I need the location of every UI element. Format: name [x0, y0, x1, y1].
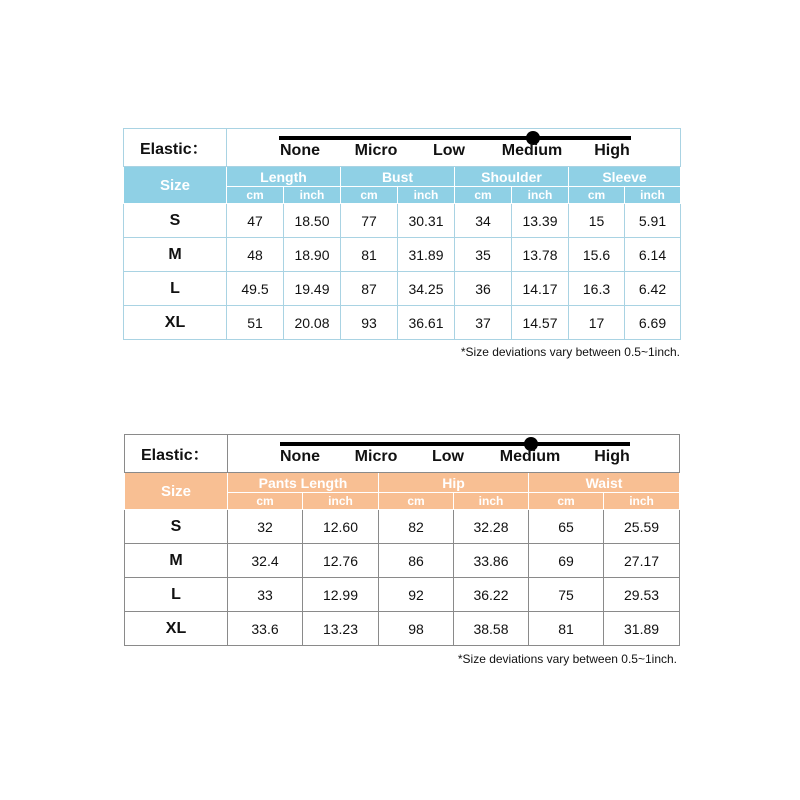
table-row [124, 204, 681, 238]
table-cell: 81 [529, 612, 604, 646]
table-cell: 92 [379, 578, 454, 612]
elasticity-scale [227, 129, 681, 167]
table-cell: 36 [455, 272, 512, 306]
table-cell: 19.49 [284, 272, 341, 306]
table-cell: 12.60 [303, 510, 379, 544]
table-cell: 33.86 [454, 544, 529, 578]
size-column-header: Size [125, 473, 228, 510]
unit-header: cm [529, 493, 604, 510]
table-cell: 82 [379, 510, 454, 544]
size-deviation-note: *Size deviations vary between 0.5~1inch. [457, 652, 677, 666]
elastic-label: Elastic： [124, 129, 227, 167]
table-cell: 69 [529, 544, 604, 578]
table-cell: 31.89 [398, 238, 455, 272]
scale-label-high: High [594, 448, 630, 465]
row-size-label: XL [125, 612, 228, 646]
size-deviation-note: *Size deviations vary between 0.5~1inch. [460, 345, 680, 359]
scale-label-none: None [280, 142, 320, 159]
table-cell: 5.91 [625, 204, 681, 238]
elasticity-scale-line [279, 136, 631, 140]
unit-header: inch [604, 493, 680, 510]
table-row [124, 306, 681, 340]
table-row [125, 612, 680, 646]
row-size-label: S [125, 510, 228, 544]
table-cell: 6.14 [625, 238, 681, 272]
unit-header: inch [284, 187, 341, 204]
elastic-label: Elastic： [125, 435, 228, 473]
scale-label-medium: Medium [499, 448, 561, 465]
table-cell: 34.25 [398, 272, 455, 306]
table-cell: 14.57 [512, 306, 569, 340]
unit-header: cm [341, 187, 398, 204]
table-cell: 13.23 [303, 612, 379, 646]
unit-header: inch [398, 187, 455, 204]
table-row [124, 238, 681, 272]
unit-header: inch [625, 187, 681, 204]
unit-header: inch [303, 493, 379, 510]
table-cell: 12.76 [303, 544, 379, 578]
group-header-bust: Bust [341, 167, 455, 187]
table-cell: 29.53 [604, 578, 680, 612]
table-cell: 13.78 [512, 238, 569, 272]
table-row [125, 510, 680, 544]
table-cell: 81 [341, 238, 398, 272]
table-row [125, 578, 680, 612]
table-cell: 47 [227, 204, 284, 238]
table-cell: 34 [455, 204, 512, 238]
table-cell: 33.6 [228, 612, 303, 646]
scale-label-micro: Micro [354, 448, 398, 465]
table-cell: 18.50 [284, 204, 341, 238]
table-row [125, 544, 680, 578]
group-header-sleeve: Sleeve [569, 167, 681, 187]
table-cell: 25.59 [604, 510, 680, 544]
unit-header: cm [569, 187, 625, 204]
table-cell: 36.61 [398, 306, 455, 340]
unit-header: cm [228, 493, 303, 510]
table-row [124, 272, 681, 306]
table-cell: 87 [341, 272, 398, 306]
table-cell: 14.17 [512, 272, 569, 306]
group-header-length: Length [227, 167, 341, 187]
table-cell: 38.58 [454, 612, 529, 646]
top-size-chart [123, 128, 681, 340]
size-column-header: Size [124, 167, 227, 204]
scale-label-high: High [594, 142, 630, 159]
row-size-label: XL [124, 306, 227, 340]
table-cell: 17 [569, 306, 625, 340]
table-cell: 75 [529, 578, 604, 612]
row-size-label: M [124, 238, 227, 272]
elasticity-scale [228, 435, 680, 473]
scale-label-low: Low [433, 142, 465, 159]
table-cell: 27.17 [604, 544, 680, 578]
unit-header: cm [379, 493, 454, 510]
scale-label-micro: Micro [354, 142, 398, 159]
pants-size-table [124, 434, 680, 646]
table-cell: 18.90 [284, 238, 341, 272]
group-header-hip: Hip [379, 473, 529, 493]
table-cell: 35 [455, 238, 512, 272]
table-cell: 65 [529, 510, 604, 544]
table-cell: 15 [569, 204, 625, 238]
table-cell: 30.31 [398, 204, 455, 238]
unit-header: cm [227, 187, 284, 204]
row-size-label: L [125, 578, 228, 612]
table-cell: 86 [379, 544, 454, 578]
unit-header: cm [455, 187, 512, 204]
table-cell: 32 [228, 510, 303, 544]
table-cell: 36.22 [454, 578, 529, 612]
scale-label-low: Low [432, 448, 464, 465]
scale-label-none: None [280, 448, 320, 465]
table-cell: 93 [341, 306, 398, 340]
table-cell: 31.89 [604, 612, 680, 646]
group-header-waist: Waist [529, 473, 680, 493]
pants-size-chart [124, 434, 680, 646]
group-header-pants-length: Pants Length [228, 473, 379, 493]
row-size-label: S [124, 204, 227, 238]
table-cell: 13.39 [512, 204, 569, 238]
table-cell: 15.6 [569, 238, 625, 272]
unit-header: inch [454, 493, 529, 510]
table-cell: 48 [227, 238, 284, 272]
table-cell: 6.42 [625, 272, 681, 306]
table-cell: 33 [228, 578, 303, 612]
table-cell: 37 [455, 306, 512, 340]
table-cell: 32.4 [228, 544, 303, 578]
row-size-label: L [124, 272, 227, 306]
unit-header: inch [512, 187, 569, 204]
table-cell: 32.28 [454, 510, 529, 544]
table-cell: 6.69 [625, 306, 681, 340]
table-cell: 51 [227, 306, 284, 340]
top-size-table [123, 128, 681, 340]
table-cell: 49.5 [227, 272, 284, 306]
scale-label-medium: Medium [501, 142, 563, 159]
table-cell: 98 [379, 612, 454, 646]
group-header-shoulder: Shoulder [455, 167, 569, 187]
row-size-label: M [125, 544, 228, 578]
table-cell: 20.08 [284, 306, 341, 340]
elasticity-scale-line [280, 442, 630, 446]
table-cell: 77 [341, 204, 398, 238]
table-cell: 12.99 [303, 578, 379, 612]
table-cell: 16.3 [569, 272, 625, 306]
